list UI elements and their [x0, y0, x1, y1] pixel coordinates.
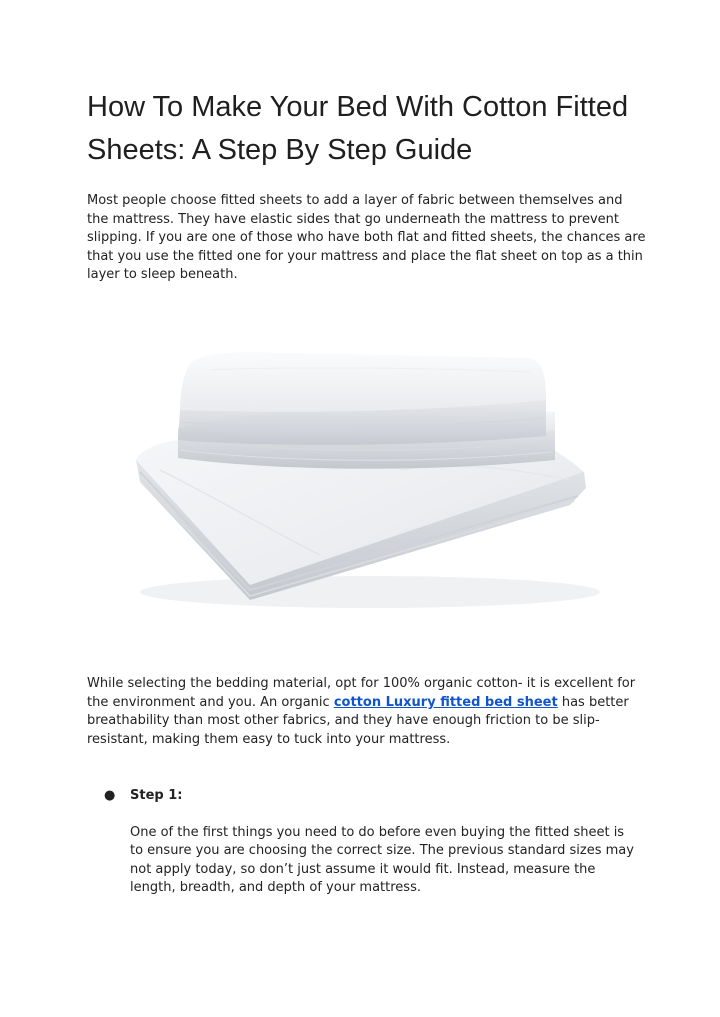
cotton-luxury-fitted-bed-sheet-link[interactable]: cotton Luxury fitted bed sheet: [333, 694, 558, 710]
intro-paragraph: Most people choose fitted sheets to add a layer of fabric between themselves and the mattress. They have elastic sides that go underneath the mattress to prevent slipping. If you are one of those who have both flat and fitted sheets, the chances are that you use the fitted one for your mattress and place the flat sheet on top as a thin layer to sleep beneath.: [87, 193, 646, 283]
material-paragraph: [87, 675, 647, 749]
steps-list: [87, 787, 647, 898]
material-text-after: has better breathability than most other fabrics, and they have enough friction to be slip-resistant, making them easy to tuck into your mattress.: [87, 694, 629, 747]
list-item: [87, 787, 647, 898]
page-title: How To Make Your Bed With Cotton Fitted Sheets: A Step By Step Guide: [87, 91, 629, 166]
bullet-icon: ●: [104, 788, 116, 803]
step-heading: Step 1:: [130, 788, 183, 803]
folded-sheets-image: [100, 300, 640, 645]
material-text-before: While selecting the bedding material, opt for 100% organic cotton- it is excellent for the environment and you. An organic: [87, 676, 636, 710]
step-body: One of the first things you need to do before even buying the fitted sheet is to ensure you are choosing the correct size. The previous standard sizes may not apply today, so don’t just assume it would fit. Instead, measure the length, breadth, and depth of your mattress.: [130, 824, 634, 896]
